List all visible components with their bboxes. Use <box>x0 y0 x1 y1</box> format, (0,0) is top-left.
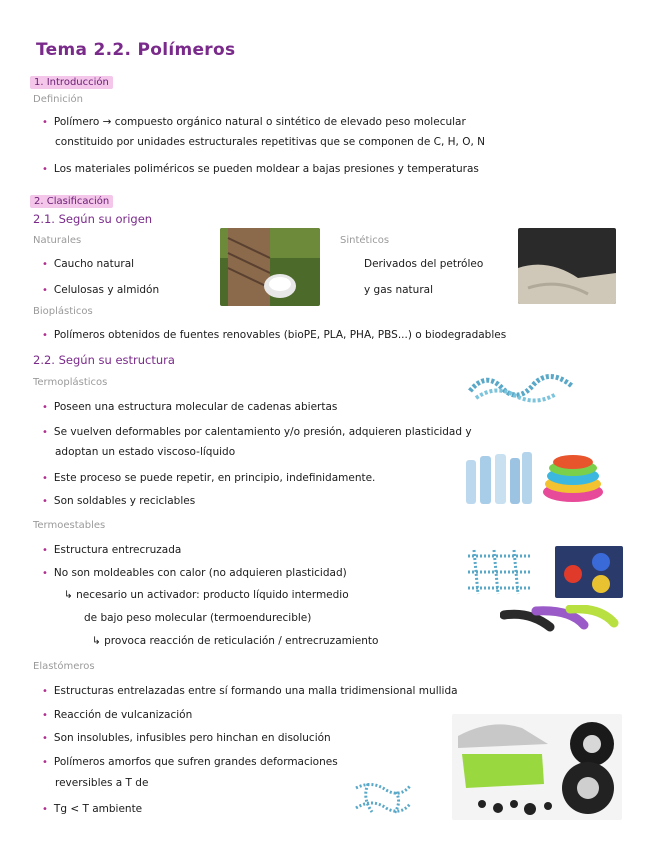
bioplasticos-heading: Bioplásticos <box>33 306 93 317</box>
linear-chain-molecule-icon <box>466 366 576 406</box>
termoestables-bullet-2 <box>42 566 347 581</box>
sinteticos-heading: Sintéticos <box>340 235 390 246</box>
page-title: Tema 2.2. Polímeros <box>36 40 236 60</box>
bullet-icon: • <box>42 117 48 128</box>
intro-bullet-1 <box>42 115 466 130</box>
naturales-bullet-2 <box>42 283 159 298</box>
naturales-n2: Celulosas y almidón <box>53 284 160 296</box>
naturales-n1: Caucho natural <box>53 258 135 270</box>
intro-b1: Polímero → compuesto orgánico natural o sintético de elevado peso molecular <box>53 116 466 128</box>
intro-bullet-2 <box>42 162 479 177</box>
termoestables-s1: necesario un activador: producto líquido intermedio <box>76 589 349 601</box>
bullet-icon: • <box>42 330 48 341</box>
elastomeros-bullet-3 <box>42 731 331 746</box>
elastomeros-heading: Elastómeros <box>33 661 95 672</box>
naturales-bullet-1 <box>42 257 134 272</box>
tool-handles-image <box>500 605 620 645</box>
termoplasticos-bullet-3 <box>42 471 375 486</box>
plastic-bottles-image <box>462 450 534 506</box>
bioplasticos-bullet <box>42 328 506 343</box>
bullet-icon: • <box>42 733 48 744</box>
section-intro-label: 1. Introducción <box>30 76 113 89</box>
bullet-icon: • <box>42 427 48 438</box>
rubber-products-image <box>452 714 622 820</box>
intro-b2: Los materiales poliméricos se pueden moldear a bajas presiones y temperaturas <box>53 163 479 175</box>
termoestables-s1b: de bajo peso molecular (termoendurecible) <box>84 612 312 624</box>
termoplasticos-b3: Este proceso se puede repetir, en principio, indefinidamente. <box>53 472 376 484</box>
elastomeros-b4b: reversibles a T de <box>55 777 149 789</box>
bullet-icon: • <box>42 473 48 484</box>
naturales-heading: Naturales <box>33 235 82 246</box>
termoestables-sub-2 <box>92 634 378 649</box>
sinteticos-s2: y gas natural <box>364 284 433 296</box>
termoplasticos-b4: Son soldables y reciclables <box>53 495 196 507</box>
termoplasticos-bullet-4 <box>42 494 195 509</box>
bullet-icon: • <box>42 804 48 815</box>
termoestables-b1: Estructura entrecruzada <box>53 544 182 556</box>
section-estructura: 2.2. Según su estructura <box>33 353 175 367</box>
elastomeros-b1: Estructuras entrelazadas entre sí formando una malla tridimensional mullida <box>53 685 458 697</box>
termoplasticos-b1: Poseen una estructura molecular de cadenas abiertas <box>53 401 338 413</box>
elastomeros-b4: Polímeros amorfos que sufren grandes deformaciones <box>53 756 338 768</box>
termoestables-sub-1 <box>64 588 349 603</box>
termoplasticos-bullet-2 <box>42 425 472 440</box>
bullet-icon: • <box>42 285 48 296</box>
sinteticos-s1: Derivados del petróleo <box>364 258 484 270</box>
elastomeros-bullet-5 <box>42 802 142 817</box>
elastomeros-b5: Tg < T ambiente <box>53 803 143 815</box>
bullet-icon: • <box>42 686 48 697</box>
section-clasif-label: 2. Clasificación <box>30 195 113 208</box>
definicion-heading: Definición <box>33 94 83 105</box>
thermoset-products-image <box>555 546 623 598</box>
termoestables-bullet-1 <box>42 543 181 558</box>
bioplasticos-b1: Polímeros obtenidos de fuentes renovables (bioPE, PLA, PHA, PBS...) o biodegradables <box>53 329 507 341</box>
elastomeros-b3: Son insolubles, infusibles pero hinchan en disolución <box>53 732 331 744</box>
bullet-icon: • <box>42 259 48 270</box>
termoplasticos-bullet-1 <box>42 400 337 415</box>
bullet-icon: • <box>42 710 48 721</box>
bullet-icon: • <box>42 402 48 413</box>
section-clasificacion <box>30 189 113 208</box>
termoestables-s2: provoca reacción de reticulación / entrecruzamiento <box>104 635 379 647</box>
plastic-plates-image <box>540 452 606 504</box>
elastomeros-bullet-4 <box>42 755 338 770</box>
rubber-tree-image <box>220 228 320 306</box>
bullet-icon: • <box>42 568 48 579</box>
termoestables-heading: Termoestables <box>33 520 106 531</box>
bullet-icon: • <box>42 164 48 175</box>
termoestables-b2: No son moldeables con calor (no adquieren plasticidad) <box>53 567 347 579</box>
section-origen: 2.1. Según su origen <box>33 212 153 226</box>
elastomer-network-icon <box>352 778 414 818</box>
elastomeros-b2: Reacción de vulcanización <box>53 709 193 721</box>
plastic-pellets-image <box>518 228 616 304</box>
arrow-icon: ↳ <box>92 635 105 647</box>
section-intro <box>30 70 113 89</box>
elastomeros-bullet-2 <box>42 708 192 723</box>
arrow-icon: ↳ <box>64 589 77 601</box>
termoplasticos-heading: Termoplásticos <box>33 377 108 388</box>
bullet-icon: • <box>42 496 48 507</box>
elastomeros-bullet-1 <box>42 684 458 699</box>
intro-b1b: constituido por unidades estructurales repetitivas que se componen de C, H, O, N <box>55 136 486 148</box>
termoplasticos-b2b: adoptan un estado viscoso-líquido <box>55 446 236 458</box>
crosslinked-network-icon <box>464 548 534 598</box>
bullet-icon: • <box>42 757 48 768</box>
termoplasticos-b2: Se vuelven deformables por calentamiento y/o presión, adquieren plasticidad y <box>53 426 472 438</box>
bullet-icon: • <box>42 545 48 556</box>
